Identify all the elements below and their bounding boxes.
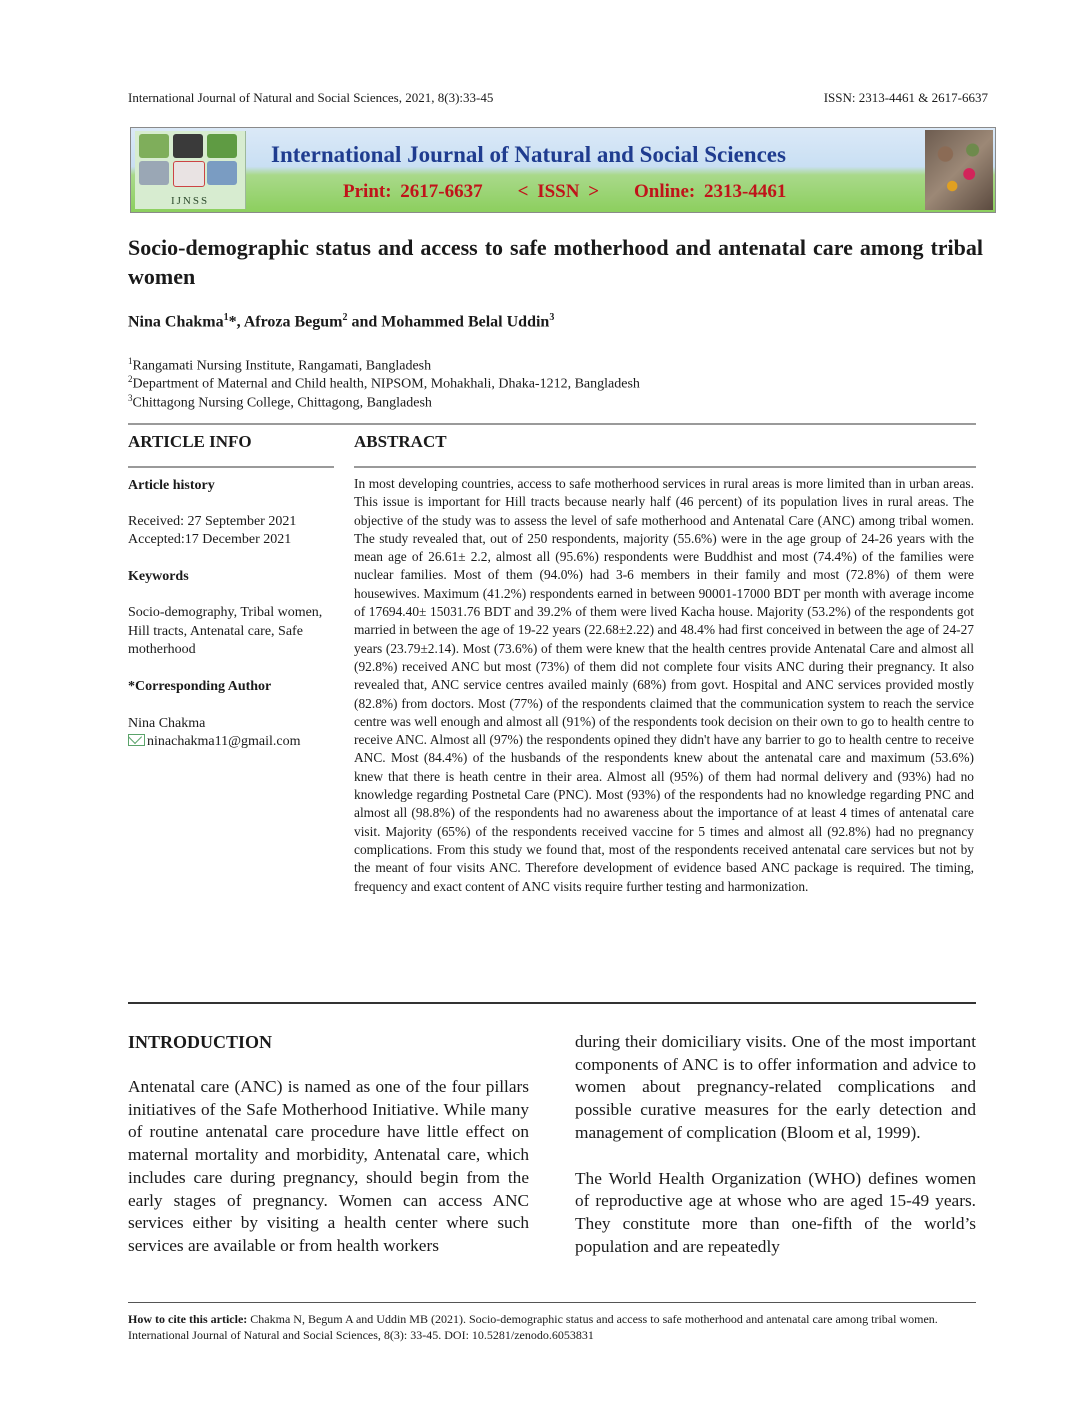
accepted-date: Accepted:17 December 2021: [128, 532, 292, 547]
abstract-heading: ABSTRACT: [354, 432, 447, 451]
banner-title: International Journal of Natural and Social Sciences: [271, 142, 786, 167]
affiliation-3-text: Chittagong Nursing College, Chittagong, Bangladesh: [132, 395, 432, 411]
logo-leaf-image: [207, 134, 237, 158]
affiliation-3: [128, 393, 432, 412]
citation-text: Chakma N, Begum A and Uddin MB (2021). Socio-demographic status and access to safe motherhood and antenatal care among tribal women. International Journal of Natural and Social Sciences, 8(3): 33-45. DOI: 10.5281/zenodo.6053831: [128, 1312, 938, 1342]
affiliation-2-text: Department of Maternal and Child health, NIPSOM, Mohakhali, Dhaka-1212, Bangladesh: [132, 376, 640, 392]
email-icon: [128, 734, 145, 746]
affiliation-3-sup: 3: [128, 393, 133, 403]
citation-footer: [128, 1311, 988, 1343]
author-1-name: Nina Chakma: [128, 313, 224, 331]
intro-paragraph-2: during their domiciliary visits. One of the most important components of ANC is to offer information and advice to women about pregnancy-related complications and possible curative measures for the early detection and management of complication (Bloom et al, 1999).: [575, 1032, 976, 1142]
logo-plant-image: [139, 134, 169, 158]
affiliation-2-sup: 2: [128, 374, 133, 384]
header-divider: [128, 423, 976, 425]
corresponding-email-row: [128, 733, 333, 752]
abstract-body: In most developing countries, access to safe motherhood services in rural areas is more limited than in urban areas. This issue is important for Hill tracts because nearly half (46 percent) of its population lives in rural areas. The objective of the study was to assess the level of safe motherhood and Antenatal Care (ANC) among tribal women. The study revealed that, out of 250 respondents, majority (55.6%) were in the age group of 24-26 years with the mean age of 26.61± 2.2, almost all (95.6%) respondents were Buddhist and most (74.4%) of the families were nuclear families. Most of them (94.0%) had 3-6 members in their family and most (72.8%) of them were housewives. Maximum (41.2%) respondents earned in between 90001-17000 BDT per month with average income of 17694.40± 15031.76 BDT and 39.2% of them were lived Kacha house. Majority (53.2%) of the respondents got married in between the age of 19-22 years (22.68±2.22) and 48.4% had first conceived in between the age of 24-27 years (23.79±2.14). Most (73.6%) of them were knew that the health centres provide Antenatal Care and almost all (92.8%) received ANC but most (73%) of them did not complete four visits ANC during their pregnancy. It also revealed that, ANC service centres availed mainly (68%) from govt. Hospital and ANC services provided mostly (82.8%) from doctors. Most (77%) of the respondents claimed that the communication system to reach the service centre was well enough and almost all (91%) of the respondents took decision on their own to go to health centre to receive ANC. Almost all (97%) the respondents opined they didn't have any barrier to go to health centre to receive ANC. Most (84.4%) of the husbands of the respondents knew about the antenatal care and maximum (53.6%) knew that there is heath centre in their area. Almost all (95%) of them had normal delivery and (93%) had no knowledge regarding Postnetal Care (PNC). Most (93%) of the respondents had no knowledge regarding PNC and almost all (98.8%) of the respondents had no awareness about the importance of at least 4 times of antenatal care visit. Majority (65%) of the respondents received vaccine for 5 times and almost all (92.8%) had no pregnancy complications. From this study we found that, most of the respondents received antenatal care services but not by the meant of four visits ANC. Therefore development of evidence based ANC package is required. The timing, frequency and exact content of ANC visits require further testing and harmonization.: [354, 476, 974, 894]
banner-flower-photo: [925, 130, 993, 210]
affiliation-1-sup: 1: [128, 356, 133, 366]
article-history-heading: Article history: [128, 478, 215, 493]
logo-abbreviation: IJNSS: [170, 195, 210, 207]
author-1-mark: *: [228, 313, 237, 331]
corresponding-name: Nina Chakma: [128, 716, 206, 731]
affiliation-1: [128, 356, 431, 375]
logo-chart-image: [173, 161, 205, 187]
logo-lab-image: [207, 161, 237, 185]
author-list: Nina Chakma$^1$*, Afroza Begum$^2$ and Mohammed Belal Uddin$^3$: [128, 312, 555, 331]
running-header-right: ISSN: 2313-4461 & 2617-6637: [823, 90, 988, 105]
banner-issn-text: Print: 2617-6637 < ISSN > Online: 2313-4461: [343, 181, 787, 202]
journal-logo: [135, 131, 246, 209]
author-1-sup: 1: [223, 312, 229, 323]
body-left-column: [128, 1076, 529, 1258]
introduction-heading: INTRODUCTION: [128, 1032, 273, 1052]
article-info-heading: ARTICLE INFO: [128, 432, 252, 451]
affiliation-2: [128, 374, 640, 393]
intro-paragraph-1: Antenatal care (ANC) is named as one of the four pillars initiatives of the Safe Motherhood Initiative. While many of routine antenatal care procedure have little effect on maternal mortality and morbidity, Antenatal care, which includes care during pregnancy, should begin from the early stages of pregnancy. Women can access ANC services either by visiting a health center where such services are available or from health workers: [128, 1077, 529, 1255]
article-info-rule: [128, 466, 334, 468]
author-3-name: Mohammed Belal Uddin: [381, 313, 550, 331]
keywords-list: Socio-demography, Tribal women, Hill tracts, Antenatal care, Safe motherhood: [128, 605, 323, 657]
author-3-sup: 3: [549, 312, 555, 323]
received-date: Received: 27 September 2021: [128, 514, 297, 529]
author-2-name: Afroza Begum: [243, 313, 343, 331]
keywords-heading: Keywords: [128, 569, 189, 584]
citation-label: How to cite this article:: [128, 1312, 248, 1326]
corresponding-heading: *Corresponding Author: [128, 679, 272, 694]
journal-banner: [130, 127, 996, 213]
body-right-column: [575, 1031, 976, 1281]
banner-issn-line: [343, 181, 786, 203]
abstract-bottom-rule: [128, 1002, 976, 1004]
intro-paragraph-3: The World Health Organization (WHO) defines women of reproductive age at whose who are aged 15-49 years. They constitute more than one-fifth of the world’s population and are repeatedly: [575, 1168, 976, 1256]
abstract-rule: [354, 466, 976, 468]
affiliation-1-text: Rangamati Nursing Institute, Rangamati, Bangladesh: [132, 358, 432, 374]
author-2-sup: 2: [342, 312, 348, 323]
paper-title: Socio-demographic status and access to safe motherhood and antenatal care among tribal women: [128, 235, 983, 289]
running-header-left: International Journal of Natural and Social Sciences, 2021, 8(3):33-45: [128, 90, 494, 105]
logo-cattle-image: [173, 134, 203, 158]
corresponding-email[interactable]: ninachakma11@gmail.com: [147, 734, 301, 749]
logo-fish-image: [139, 161, 169, 185]
footer-rule: [128, 1302, 976, 1303]
